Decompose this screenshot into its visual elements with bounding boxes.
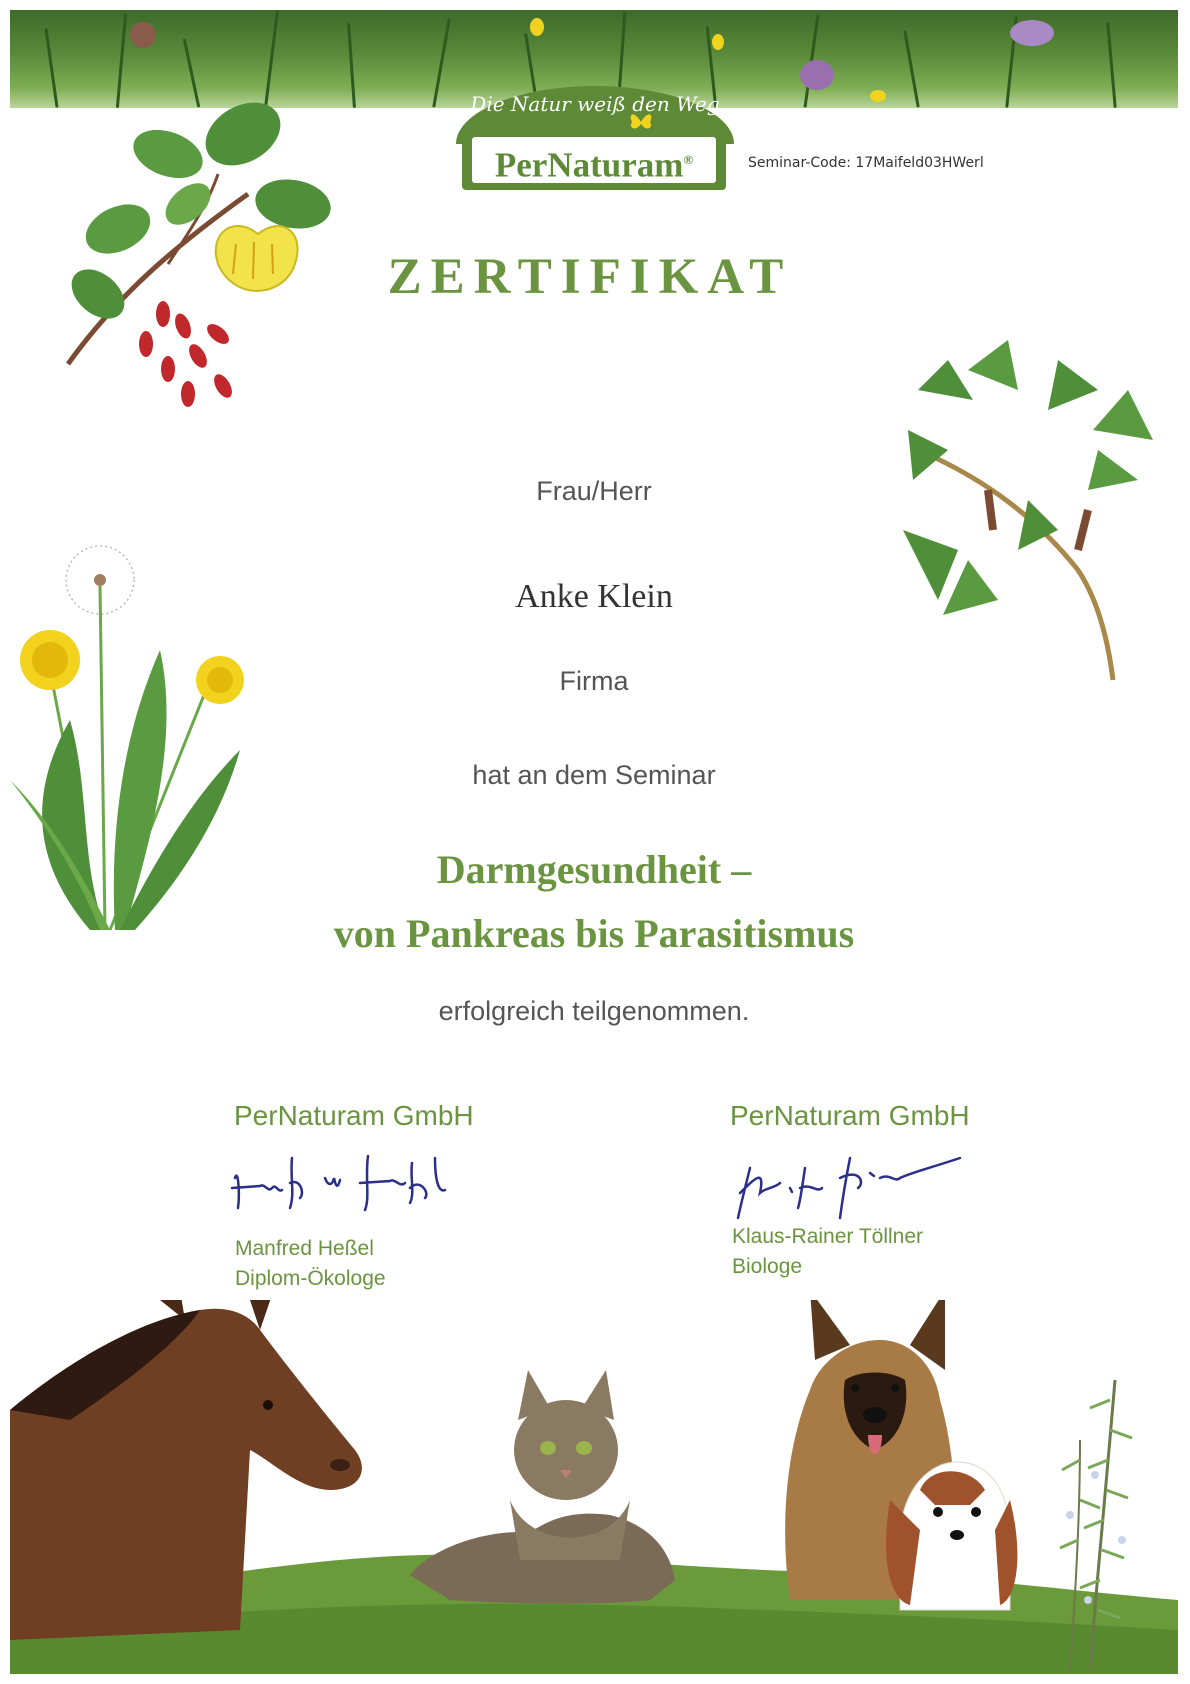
signer-2-role: Biologe <box>732 1255 803 1278</box>
seminar-code: Seminar-Code: 17Maifeld03HWerl <box>748 155 984 171</box>
seminar-title <box>10 838 1178 966</box>
salutation: Frau/Herr <box>536 476 652 506</box>
logo-slogan: Die Natur weiß den Weg <box>470 92 720 116</box>
signer-1-company: PerNaturam GmbH <box>234 1100 474 1131</box>
participant-name: Anke Klein <box>515 578 673 615</box>
signer-1-details <box>235 1234 386 1294</box>
signer-1-role: Diplom-Ökologe <box>235 1267 386 1290</box>
signature-1-image <box>230 1148 470 1218</box>
signer-2-name: Klaus-Rainer Töllner <box>732 1225 924 1248</box>
company-label: Firma <box>559 666 629 696</box>
seminar-title-line1: Darmgesundheit – <box>436 847 752 892</box>
signer-2-details <box>732 1222 923 1282</box>
signer-1-name: Manfred Heßel <box>235 1237 374 1260</box>
logo <box>472 137 716 183</box>
seminar-title-line2: von Pankreas bis Parasitismus <box>333 911 855 956</box>
certificate-title: ZERTIFIKAT <box>387 249 793 305</box>
trademark-symbol: ® <box>683 152 694 167</box>
participated-text: hat an dem Seminar <box>472 760 716 790</box>
certificate-page <box>10 10 1178 1674</box>
bottom-animal-scene <box>10 1300 1178 1674</box>
signature-2-image <box>730 1148 990 1223</box>
ginkgo-illustration <box>898 330 1178 690</box>
signer-2-company: PerNaturam GmbH <box>730 1100 970 1131</box>
cat-image <box>410 1370 675 1604</box>
success-text: erfolgreich teilgenommen. <box>438 996 750 1026</box>
logo-brand: PerNaturam <box>494 145 684 185</box>
